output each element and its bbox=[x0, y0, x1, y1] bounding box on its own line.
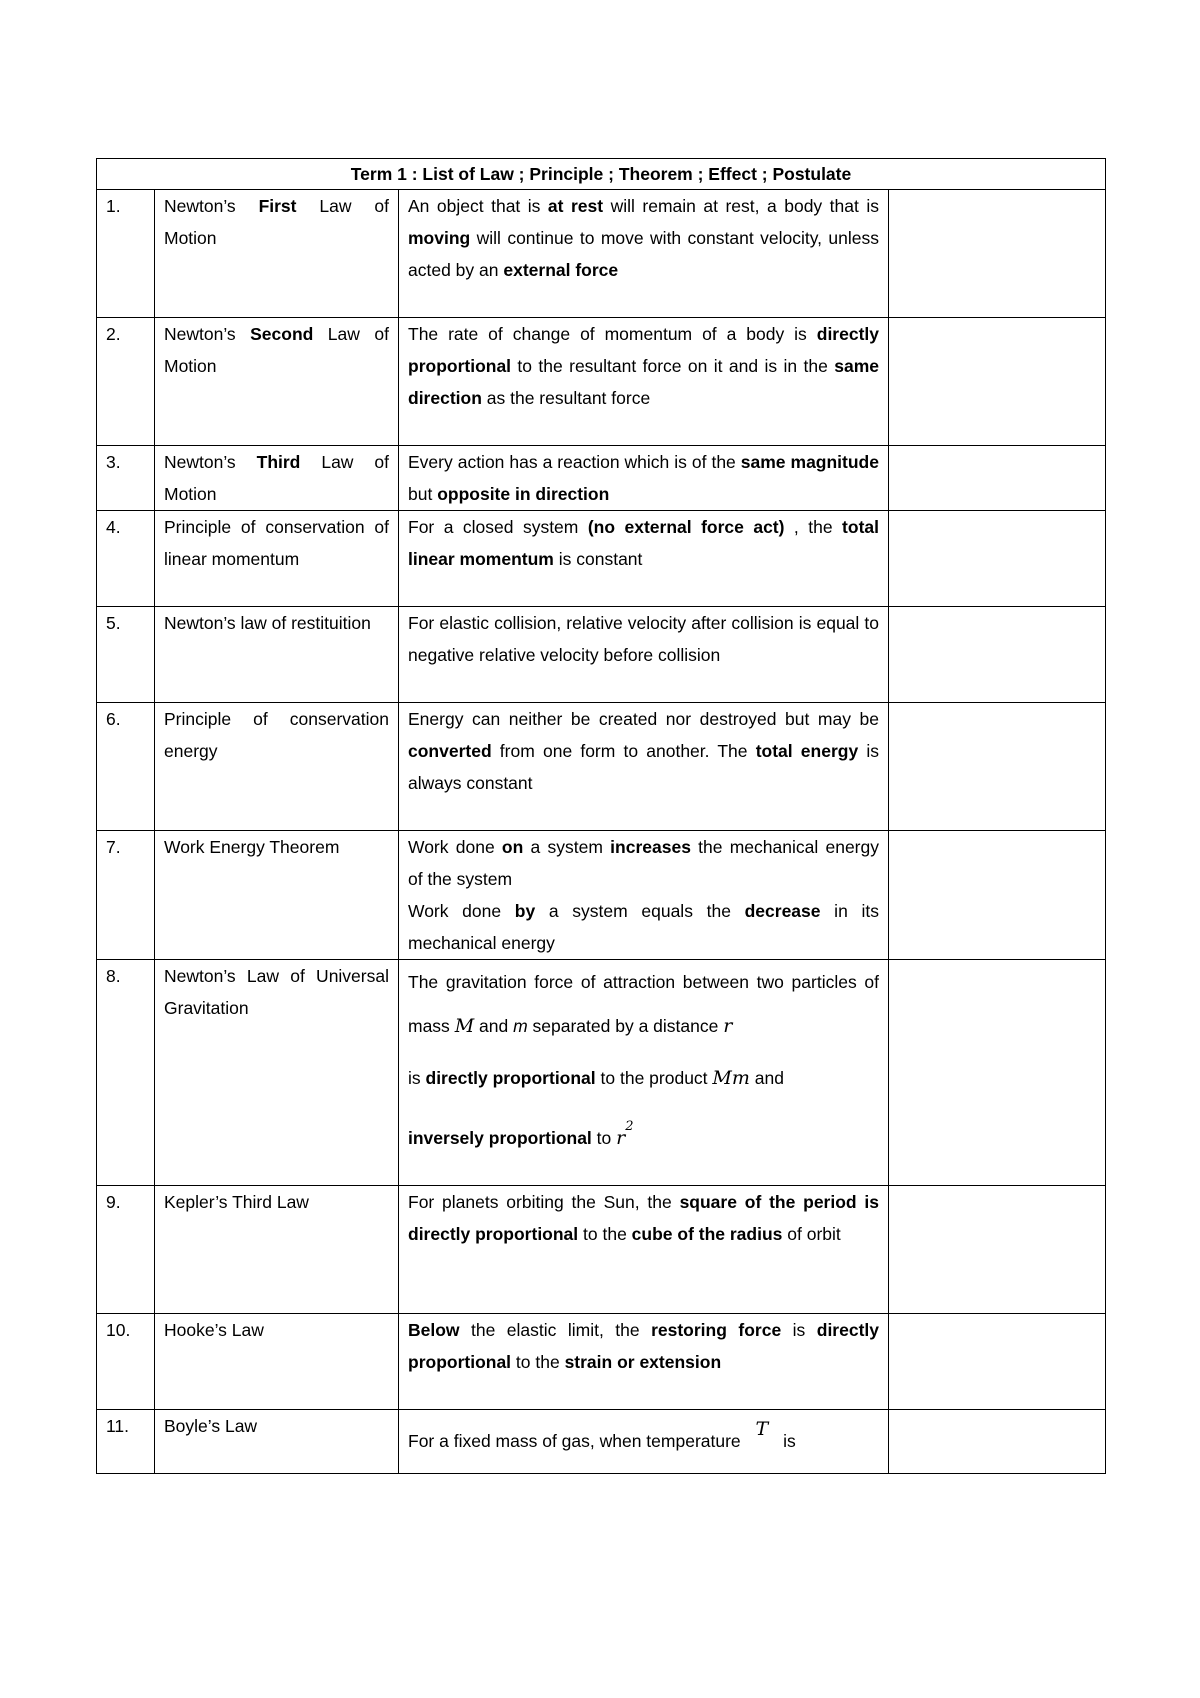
table-row bbox=[97, 318, 1106, 446]
law-name: Newton’s law of restituition bbox=[155, 607, 399, 703]
row-number: 10. bbox=[97, 1314, 155, 1410]
table-row bbox=[97, 831, 1106, 960]
table-row bbox=[97, 607, 1106, 703]
blank-cell bbox=[889, 190, 1106, 318]
blank-cell bbox=[889, 1314, 1106, 1410]
row-number: 7. bbox=[97, 831, 155, 960]
law-statement: An object that is at rest will remain at rest, a body that is moving will continue to move with constant velocity, unless acted by an external force bbox=[399, 190, 889, 318]
row-number: 6. bbox=[97, 703, 155, 831]
law-name: Kepler’s Third Law bbox=[155, 1186, 399, 1314]
blank-cell bbox=[889, 607, 1106, 703]
laws-table bbox=[96, 158, 1106, 1474]
math-symbol: r bbox=[616, 1127, 626, 1149]
law-name: Work Energy Theorem bbox=[155, 831, 399, 960]
math-symbol: r bbox=[723, 1015, 733, 1037]
table-title: Term 1 : List of Law ; Principle ; Theorem ; Effect ; Postulate bbox=[97, 159, 1106, 190]
blank-cell bbox=[889, 318, 1106, 446]
table-row bbox=[97, 1186, 1106, 1314]
table-row bbox=[97, 511, 1106, 607]
law-statement bbox=[399, 831, 889, 960]
law-name: Hooke’s Law bbox=[155, 1314, 399, 1410]
blank-cell bbox=[889, 703, 1106, 831]
math-exponent: 2 bbox=[625, 1119, 634, 1134]
law-name: Newton’s Second Law of Motion bbox=[155, 318, 399, 446]
law-name: Principle of conservation of linear momentum bbox=[155, 511, 399, 607]
blank-cell bbox=[889, 831, 1106, 960]
law-statement: Every action has a reaction which is of the same magnitude but opposite in direction bbox=[399, 446, 889, 511]
row-number: 2. bbox=[97, 318, 155, 446]
law-statement: Below the elastic limit, the restoring force is directly proportional to the strain or extension bbox=[399, 1314, 889, 1410]
table-row bbox=[97, 446, 1106, 511]
law-name: Principle of conservation energy bbox=[155, 703, 399, 831]
row-number: 5. bbox=[97, 607, 155, 703]
row-number: 4. bbox=[97, 511, 155, 607]
blank-cell bbox=[889, 960, 1106, 1186]
statement-line: inversely proportional to $r^2$ bbox=[408, 1119, 634, 1149]
table-row bbox=[97, 703, 1106, 831]
blank-cell bbox=[889, 1410, 1106, 1474]
row-number: 8. bbox=[97, 960, 155, 1186]
row-number: 11. bbox=[97, 1410, 155, 1474]
law-statement: For elastic collision, relative velocity after collision is equal to negative relative velocity before collision bbox=[399, 607, 889, 703]
math-symbol: Mm bbox=[712, 1067, 750, 1089]
law-statement: Energy can neither be created nor destroyed but may be converted from one form to another. The total energy is always constant bbox=[399, 703, 889, 831]
blank-cell bbox=[889, 1186, 1106, 1314]
blank-cell bbox=[889, 446, 1106, 511]
law-name: Boyle’s Law bbox=[155, 1410, 399, 1474]
statement-line: Work done by a system equals the decrease in its mechanical energy bbox=[408, 901, 879, 953]
math-symbol: T bbox=[755, 1418, 769, 1440]
table-row bbox=[97, 1314, 1106, 1410]
law-statement: The rate of change of momentum of a body is directly proportional to the resultant force on it and is in the same direction as the resultant force bbox=[399, 318, 889, 446]
statement-line: Work done on a system increases the mechanical energy of the system bbox=[408, 837, 879, 889]
table-row bbox=[97, 1410, 1106, 1474]
row-number: 1. bbox=[97, 190, 155, 318]
law-statement bbox=[399, 960, 889, 1186]
table-row bbox=[97, 960, 1106, 1186]
law-statement: For a closed system (no external force act) , the total linear momentum is constant bbox=[399, 511, 889, 607]
law-statement: For planets orbiting the Sun, the square of the period is directly proportional to the cube of the radius of orbit bbox=[399, 1186, 889, 1314]
law-name: Newton’s Third Law of Motion bbox=[155, 446, 399, 511]
blank-cell bbox=[889, 511, 1106, 607]
law-name: Newton’s First Law of Motion bbox=[155, 190, 399, 318]
table-row bbox=[97, 190, 1106, 318]
row-number: 9. bbox=[97, 1186, 155, 1314]
row-number: 3. bbox=[97, 446, 155, 511]
statement-line: The gravitation force of attraction between two particles of mass M and m separated by a distance r bbox=[408, 972, 879, 1037]
law-statement: For a fixed mass of gas, when temperature T is bbox=[399, 1410, 889, 1474]
statement-line: is directly proportional to the product Mm and bbox=[408, 1067, 784, 1089]
law-name: Newton’s Law of Universal Gravitation bbox=[155, 960, 399, 1186]
table-header-row bbox=[97, 159, 1106, 190]
math-symbol: M bbox=[454, 1015, 475, 1037]
